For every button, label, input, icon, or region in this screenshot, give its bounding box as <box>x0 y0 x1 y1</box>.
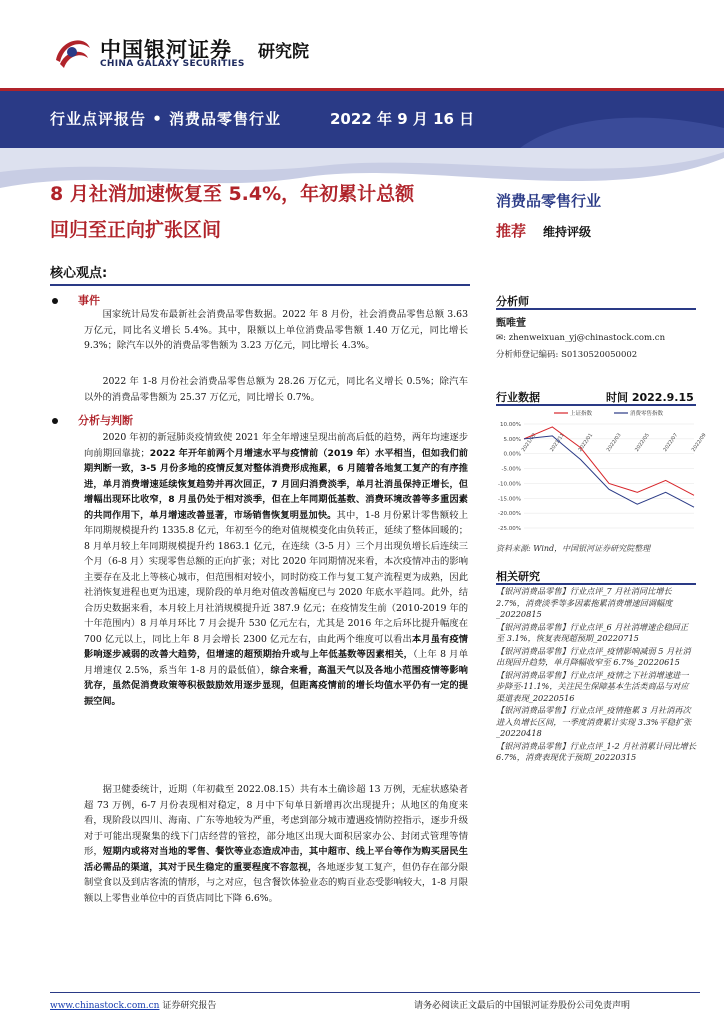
footer-divider <box>50 992 700 993</box>
section-analysis-heading <box>52 412 133 428</box>
analysis-paragraph-2 <box>84 782 468 906</box>
related-item[interactable]: 【银河消费品零售】行业点评_7 月社消同比增长 2.7%，消费淡季等多因素拖累消费增速回调幅度_20220815 <box>496 586 673 619</box>
chart-source: 资料来源: Wind，中国银河证券研究院整理 <box>496 544 651 553</box>
analysis-p1-c: 其中，1-8 月份累计零售额较上年同期规模提升约 1335.8 亿元，年初至今的绝对值规模变化由负转正，延续了整体回暖的；8 月单月较上年同期规模提升约 1863.1 亿元，在连续（3-5 月）三个月出现负增长后连续三个月（6-8 月）实现零售总额的正向扩张；对比 2020 年同期情况来看，本次疫情冲击的影响主要存在及北上等核心城市，但范围相对较小，同时防疫工作与复工复产流程更为成熟，因此社消恢复进程也更为迅速，现阶段的单月绝对值改善幅度已与 2020 年底水平趋同。此外，结合历史数据来看，本月较上月社消规模提升近 387.9 亿元；在疫情发生前（2010-2019 年的十年范围内）8 月单月环比 7 月会提升 530 亿元左右，尤其是 2016 年之后环比提升幅度在 700 亿元以上，同比上年 8 月会增长 2300 亿元左右，由此两个维度可以看出 <box>84 509 469 645</box>
related-list <box>496 586 696 765</box>
related-item[interactable]: 【银河消费品零售】行业点评_疫情拖累 3 月社消再次进入负增长区间，一季度消费累计实现 3.3%平稳扩张_20220418 <box>496 705 692 738</box>
title-line-1: 8 月社消加速恢复至 5.4%，年初累计总额 <box>50 183 415 205</box>
logo-english-name: CHINA GALAXY SECURITIES <box>100 59 245 69</box>
x-tick-label: 2022/07 <box>662 432 680 453</box>
analysis-p1-f: 综合来看，高温天气以及各地小范围疫情等影响犹存，虽然促消费政策等积极鼓励效用逐步显现，但距离疫情前的增长均值水平仍有一定的提振空间。 <box>84 664 468 707</box>
y-tick-label: -25.00% <box>498 526 521 532</box>
analysis-paragraph-1 <box>84 430 468 709</box>
section-event-heading <box>52 292 100 308</box>
index-line-chart <box>494 406 708 538</box>
related-divider <box>496 583 696 585</box>
analysis-p1-b: 2022 年开年前两个月增速水平与疫情前（2019 年）水平相当，但如我们前期判断一致，3-5 月份多地的疫情反复对整体消费形成拖累，6 月随着各地复工复产的有序推进，单月消费增速延续恢复趋势并再次回正，7 月回归消费淡季，单月社消虽保持正增长，但增幅出现环比收窄，8 月虽仍处于相对淡季，但在上年同期低基数、消费环境改善等多重因素的共同作用下，单月增速改善显著，市场销售恢复明显加快。 <box>84 447 468 521</box>
x-tick-label: 2021/09 <box>520 432 538 453</box>
bullet-icon <box>52 418 58 424</box>
x-tick-label: 2022/01 <box>577 432 595 453</box>
y-tick-label: 5.00% <box>503 436 521 443</box>
event-paragraph-2: 2022 年 1-8 月份社会消费品零售总额为 28.26 万亿元，同比名义增长 0.5%；除汽车以外的消费品零售额为 25.37 万亿元，同比增长 0.7%。 <box>84 376 468 403</box>
company-logo <box>50 30 330 74</box>
related-item[interactable]: 【银河消费品零售】行业点评_疫情影响减弱 5 月社消出现回升趋势，单月降幅收窄至 6.7%_20220615 <box>496 645 691 667</box>
section-event-label: 事件 <box>78 294 100 307</box>
y-tick-label: -15.00% <box>498 496 521 503</box>
analysis-p1-a: 2020 年初的新冠肺炎疫情致使 2021 年全年增速呈现出前高后低的趋势，两年均速逐步向前期回靠拢； <box>84 432 468 459</box>
report-type: 行业点评报告 • 消费品零售行业 <box>50 110 282 128</box>
footer-left <box>50 998 216 1011</box>
related-item[interactable]: 【银河消费品零售】行业点评_6 月社消增速企稳回正至 3.1%，恢复表现超预期_20220715 <box>496 621 689 643</box>
galaxy-logo-icon <box>50 30 94 74</box>
x-tick-label: 2022/05 <box>634 432 651 453</box>
analysis-p2-c: 各地逐步复工复产，但仍存在部分限制堂食以及到店客流的情形，与之对应，包含餐饮体验业态的购百业态受影响较大，1-8 月限额以上零售业单位中的百货店同比下降 6.6%。 <box>84 861 468 904</box>
title-line-2: 回归至正向扩张区间 <box>50 219 222 241</box>
y-tick-label: 10.00% <box>500 422 521 428</box>
footer-disclaimer: 请务必阅读正文最后的中国银河证券股份公司免责声明 <box>414 1001 631 1011</box>
report-title <box>50 176 470 248</box>
y-tick-label: -20.00% <box>498 511 521 518</box>
core-divider <box>50 284 470 286</box>
x-tick-label: 2021/11 <box>549 432 566 453</box>
legend-label: 上证指数 <box>570 411 593 417</box>
y-tick-label: 0.00% <box>503 451 521 458</box>
related-item[interactable]: 【银河消费品零售】行业点评_1-2 月社消累计同比增长 6.7%，消费表现优于预期_20220315 <box>496 740 697 762</box>
x-tick-label: 2022/03 <box>605 432 623 453</box>
analyst-heading: 分析师 <box>496 295 529 308</box>
rating-sub: 维持评级 <box>543 225 592 239</box>
footer-suffix: 证券研究报告 <box>159 1001 217 1011</box>
analysis-p2-b: 短期内或将对当地的零售、餐饮等业态造成冲击，其中超市、线上平台等作为购买居民生活必需品的渠道，其对于民生稳定的重要程度不容忽视， <box>84 846 468 873</box>
sector-name: 消费品零售行业 <box>496 192 602 210</box>
analyst-registration: 分析师登记编码: S0130520050002 <box>496 350 638 360</box>
logo-chinese-name: 中国银河证券 <box>100 38 232 62</box>
series-line <box>524 427 694 495</box>
y-tick-label: -10.00% <box>498 481 521 488</box>
related-item[interactable]: 【银河消费品零售】行业点评_疫情之下社消增速进一步降至-11.1%，关注民生保障基本生活类商品与对应渠道表现_20220516 <box>496 669 689 703</box>
bullet-icon <box>52 298 58 304</box>
section-analysis-label: 分析与判断 <box>78 414 133 427</box>
analysis-p1-d: 本月虽有疫情影响逐步减弱的改善大趋势，但增速的超预期抬升或与上年低基数等因素相关， <box>84 633 468 660</box>
rating: 推荐 <box>496 222 527 240</box>
analyst-divider <box>496 308 696 310</box>
y-tick-label: -5.00% <box>501 466 521 473</box>
footer-url[interactable]: www.chinastock.com.cn <box>50 1001 160 1011</box>
x-tick-label: 2022/09 <box>690 432 708 453</box>
analysis-p2-a: 据卫健委统计，近期（年初截至 2022.08.15）共有本土确诊超 13 万例，无症状感染者超 73 万例，6-7 月份表现相对稳定，8 月中下旬单日新增再次出现提升；从地区的角度来看，现阶段以四川、海南、广东等地较为严重，考虑到部分城市遭遇疫情防控指示，逐步升级对于可能出现聚集的线下门店经营的管控，部分地区出现大面积居家办公、封闭式管理等情形， <box>84 784 468 857</box>
industry-data-heading: 行业数据 <box>496 391 540 404</box>
banner-red-line <box>0 88 724 91</box>
analyst-name: 甄唯萱 <box>496 318 526 329</box>
core-label: 核心观点: <box>50 266 108 281</box>
logo-institute: 研究院 <box>258 42 309 62</box>
industry-data-time: 时间 2022.9.15 <box>606 391 694 404</box>
related-heading: 相关研究 <box>496 570 540 583</box>
analyst-email[interactable]: ✉: zhenweixuan_yj@chinastock.com.cn <box>496 333 666 343</box>
legend-label: 消费零售指数 <box>630 411 664 417</box>
report-date: 2022 年 9 月 16 日 <box>330 110 475 128</box>
event-paragraph-1: 国家统计局发布最新社会消费品零售数据。2022 年 8 月份，社会消费品零售总额 3.63 万亿元，同比名义增长 5.4%。其中，限额以上单位消费品零售额 1.40 万亿元，同比增长 9.3%；除汽车以外的消费品零售额为 3.23 万亿元，同比增长 4.3%。 <box>84 309 468 351</box>
analysis-p1-e: （上年 8 月单月增速仅 2.5%，系当年 1-8 月的最低值）， <box>84 649 468 676</box>
